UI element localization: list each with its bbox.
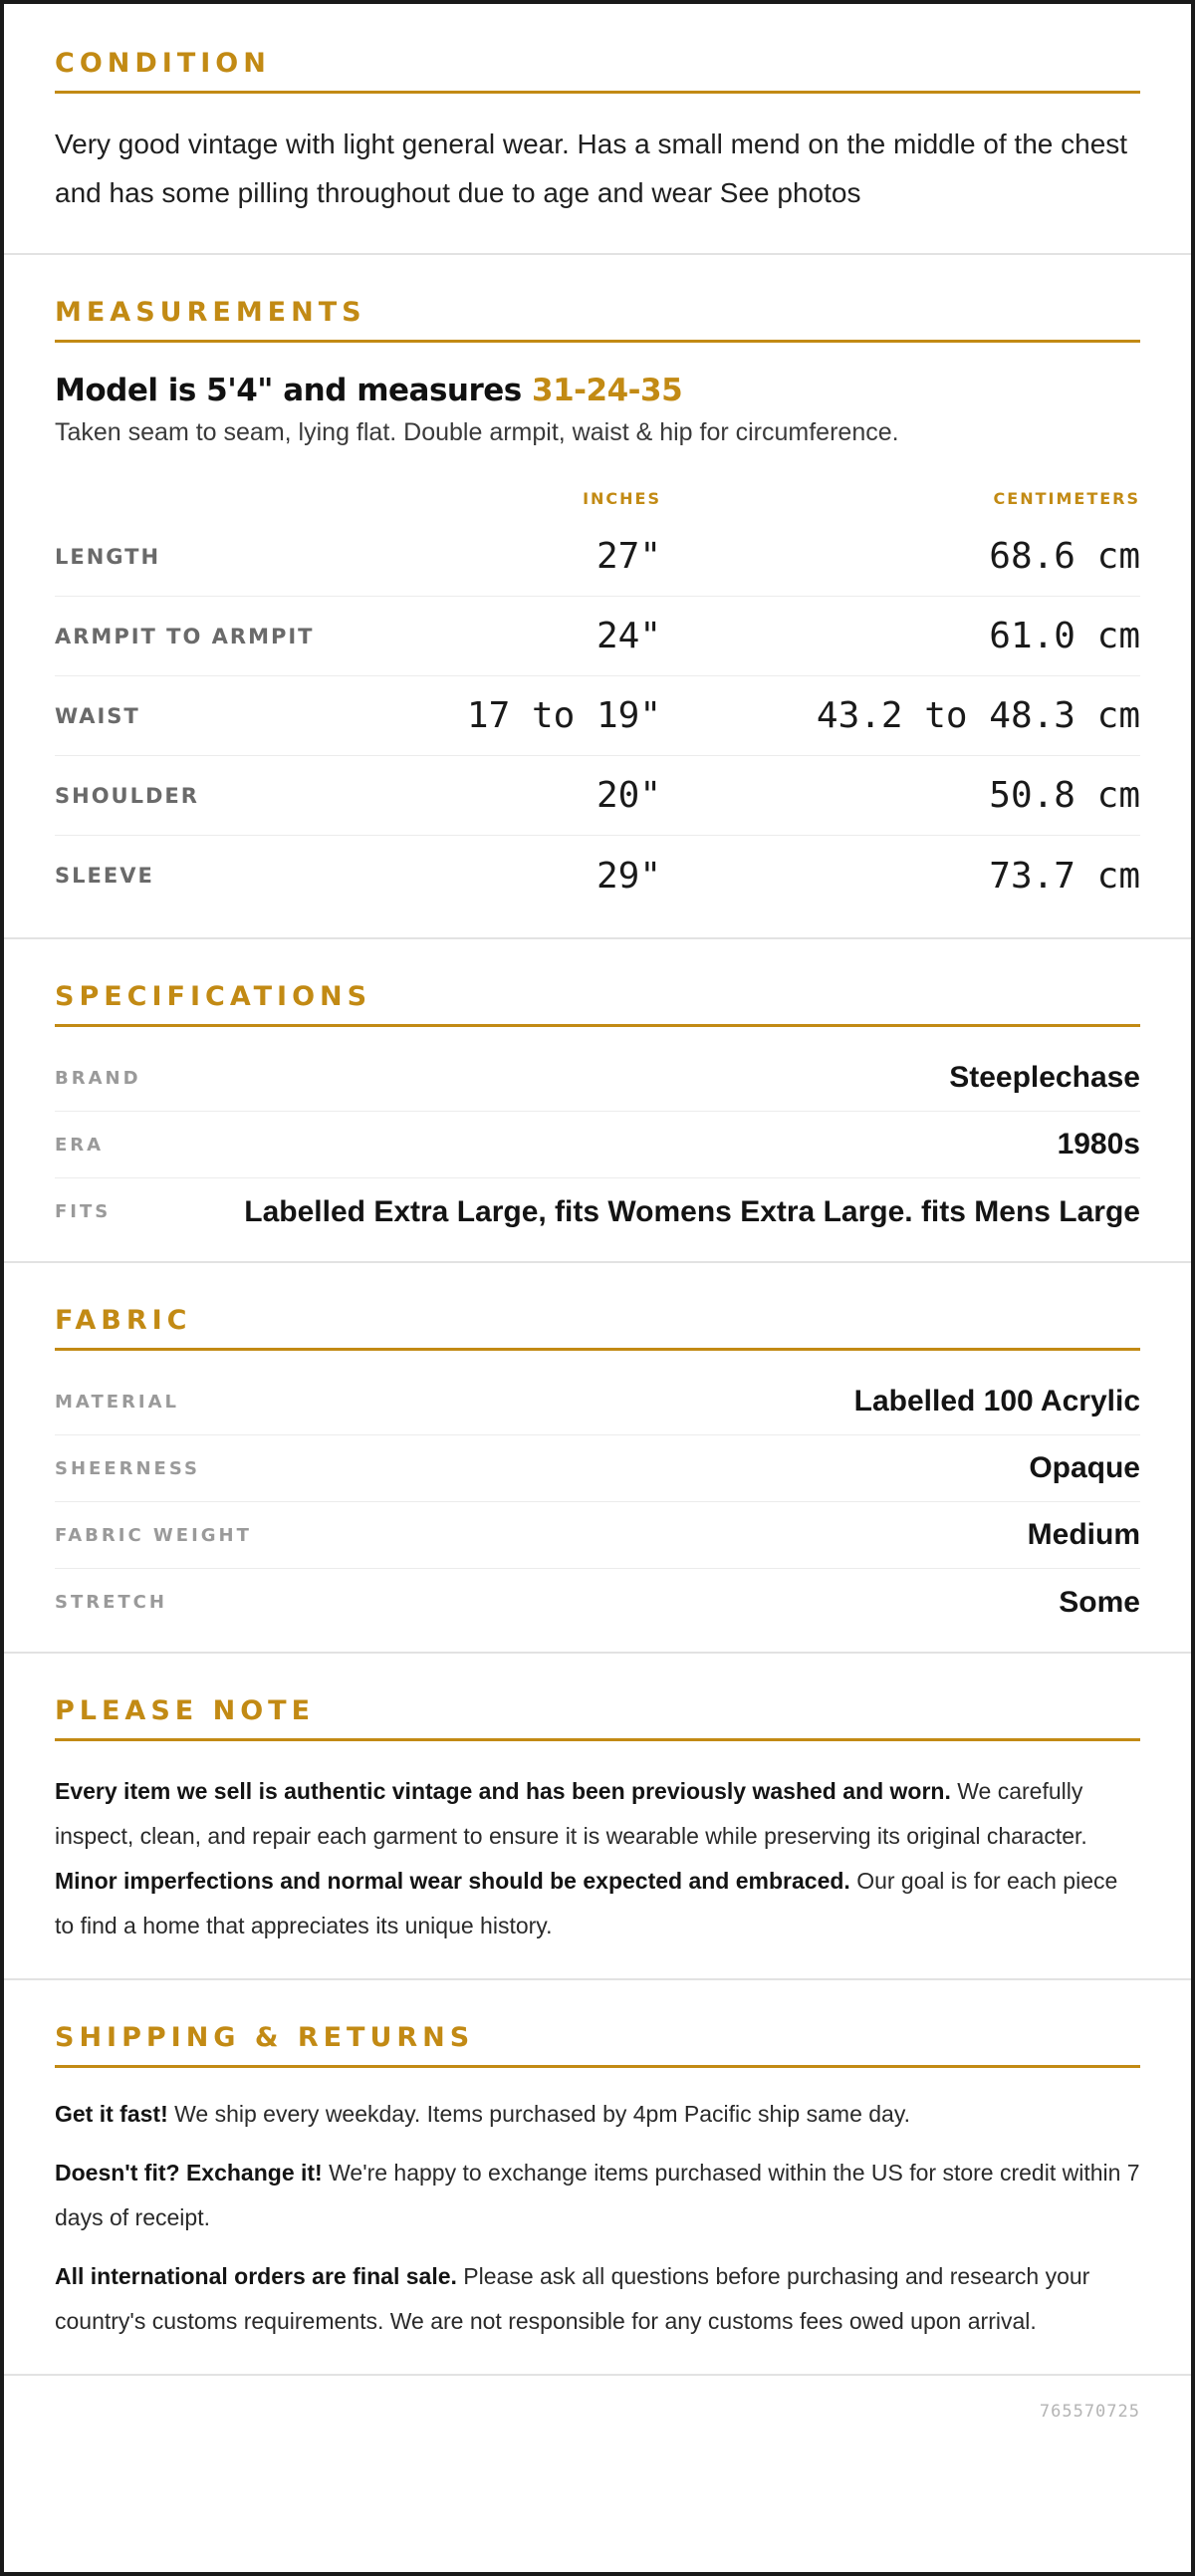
fabric-row-sheerness	[55, 1435, 1140, 1502]
please-note-title: PLEASE NOTE	[55, 1695, 1140, 1741]
shipping-paragraph-international	[55, 2254, 1140, 2344]
model-measures-prefix: Model is 5'4" and measures	[55, 373, 533, 408]
measurements-table	[55, 517, 1140, 915]
fabric-label: MATERIAL	[55, 1391, 179, 1413]
specifications-section	[4, 939, 1191, 1263]
shipping-title: SHIPPING & RETURNS	[55, 2022, 1140, 2068]
fabric-value: Some	[1059, 1585, 1140, 1619]
fabric-label: SHEERNESS	[55, 1457, 200, 1479]
condition-section	[4, 4, 1191, 255]
please-note-bold-1: Every item we sell is authentic vintage and has been previously washed and worn.	[55, 1778, 951, 1804]
model-measures-value: 31-24-35	[532, 373, 683, 408]
fabric-row-material	[55, 1369, 1140, 1435]
specifications-title: SPECIFICATIONS	[55, 981, 1140, 1027]
specifications-list	[55, 1045, 1140, 1245]
please-note-section	[4, 1654, 1191, 1980]
fabric-section	[4, 1263, 1191, 1654]
fabric-list	[55, 1369, 1140, 1636]
measurement-label: ARMPIT TO ARMPIT	[55, 624, 315, 648]
fabric-value: Medium	[1027, 1518, 1140, 1551]
measurement-label: LENGTH	[55, 544, 161, 569]
spec-value: Steeplechase	[949, 1061, 1140, 1094]
measurement-inches: 27"	[596, 536, 661, 577]
condition-text: Very good vintage with light general wear. Has a small mend on the middle of the chest and has some pilling throughout due to age and wear See photos	[55, 129, 1128, 208]
measurements-subtitle: Taken seam to seam, lying flat. Double armpit, waist & hip for circumference.	[55, 418, 899, 446]
shipping-text-3: Please ask all questions before purchasing and research your country's customs requirements. We are not responsible for any customs fees owed upon arrival.	[55, 2263, 1090, 2334]
please-note-text-2: Our goal is for each piece to find a home that appreciates its unique history.	[55, 1868, 1118, 1938]
spec-row-era	[55, 1112, 1140, 1178]
measurement-cm: 43.2 to 48.3 cm	[816, 695, 1140, 736]
shipping-bold-2: Doesn't fit? Exchange it!	[55, 2160, 323, 2186]
spec-label: BRAND	[55, 1067, 141, 1089]
footer	[4, 2376, 1191, 2447]
measurement-row-waist	[55, 676, 1140, 756]
shipping-content	[55, 2092, 1140, 2344]
measurement-row-length	[55, 517, 1140, 597]
measurement-row-sleeve	[55, 836, 1140, 915]
spec-row-fits	[55, 1178, 1140, 1245]
shipping-bold-1: Get it fast!	[55, 2101, 168, 2127]
measurement-label: WAIST	[55, 703, 140, 728]
spec-label: ERA	[55, 1134, 105, 1156]
shipping-bold-3: All international orders are final sale.	[55, 2263, 457, 2289]
spec-label: FITS	[55, 1201, 112, 1222]
shipping-text-1: We ship every weekday. Items purchased by 4pm Pacific ship same day.	[167, 2101, 911, 2127]
measurement-row-armpit	[55, 597, 1140, 676]
sku-number: 765570725	[1039, 2402, 1140, 2422]
shipping-text-2: We're happy to exchange items purchased within the US for store credit within 7 days of receipt.	[55, 2160, 1140, 2230]
spec-value: Labelled Extra Large, fits Womens Extra Large. fits Mens Large	[244, 1194, 1140, 1228]
spec-value: 1980s	[1057, 1128, 1140, 1160]
measurements-title: MEASUREMENTS	[55, 297, 1140, 343]
measurement-inches: 17 to 19"	[466, 695, 661, 736]
fabric-label: FABRIC WEIGHT	[55, 1524, 252, 1546]
fabric-value: Labelled 100 Acrylic	[853, 1385, 1140, 1417]
shipping-paragraph-exchange	[55, 2151, 1140, 2240]
fabric-row-stretch	[55, 1569, 1140, 1636]
shipping-paragraph-fast	[55, 2092, 1140, 2137]
measurement-inches: 24"	[596, 616, 661, 656]
measurements-section	[4, 255, 1191, 939]
measurements-header	[55, 485, 1140, 511]
measurement-cm: 73.7 cm	[989, 855, 1140, 897]
measurement-row-shoulder	[55, 756, 1140, 836]
please-note-bold-2: Minor imperfections and normal wear should be expected and embraced.	[55, 1868, 850, 1894]
fabric-row-weight	[55, 1502, 1140, 1569]
fabric-title: FABRIC	[55, 1305, 1140, 1351]
model-measures-line	[55, 373, 1140, 408]
spec-row-brand	[55, 1045, 1140, 1112]
shipping-section	[4, 1980, 1191, 2376]
measurement-cm: 50.8 cm	[989, 775, 1140, 816]
measurement-inches: 20"	[596, 775, 661, 816]
fabric-label: STRETCH	[55, 1592, 167, 1613]
inches-column-header: INCHES	[583, 488, 661, 508]
measurement-label: SLEEVE	[55, 864, 154, 888]
condition-title: CONDITION	[55, 48, 1140, 94]
fabric-value: Opaque	[1029, 1451, 1140, 1484]
please-note-text	[55, 1769, 1140, 1948]
measurement-inches: 29"	[596, 855, 661, 897]
centimeters-column-header: CENTIMETERS	[993, 488, 1140, 508]
measurement-cm: 61.0 cm	[989, 616, 1140, 656]
measurement-label: SHOULDER	[55, 783, 199, 808]
please-note-text-1: We carefully inspect, clean, and repair each garment to ensure it is wearable while preserving its original character.	[55, 1778, 1087, 1849]
measurement-cm: 68.6 cm	[989, 536, 1140, 577]
